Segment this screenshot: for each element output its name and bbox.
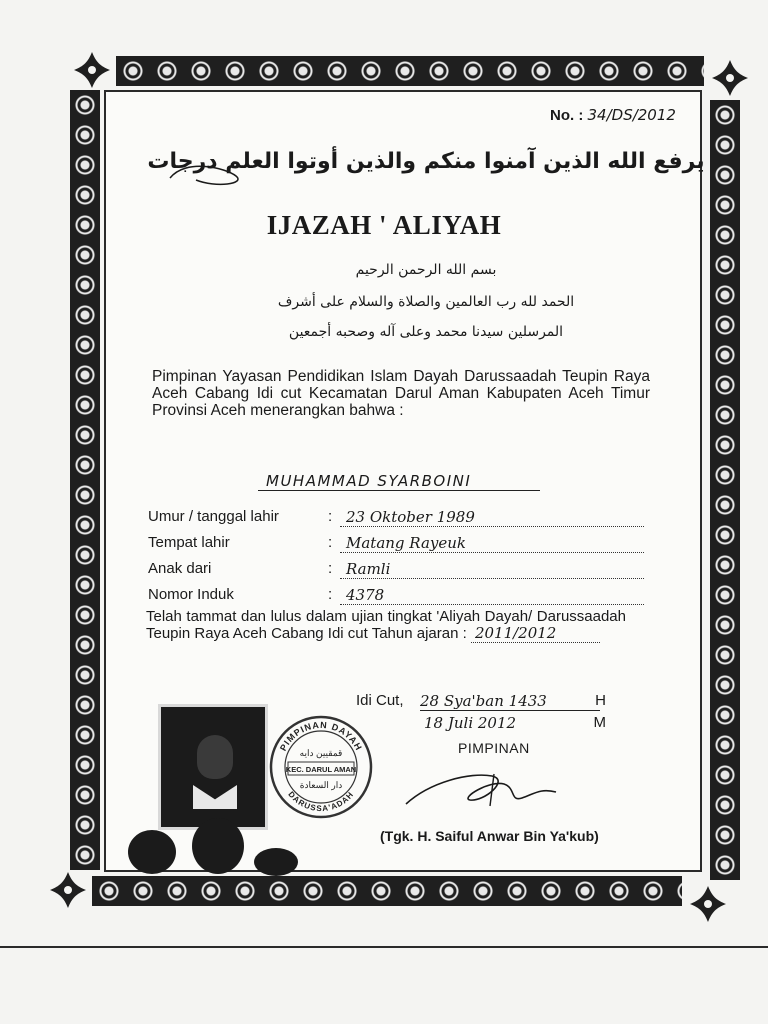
leader-title: PIMPINAN — [458, 740, 530, 756]
corner-ornament-icon — [48, 870, 88, 910]
academic-year: 2011/2012 — [471, 624, 600, 643]
field-colon: : — [328, 508, 333, 525]
stamp-arabic-lower: دار السعادة — [299, 780, 343, 790]
arabic-header-text: يرفع الله الذين آمنوا منكم والذين أوتوا العلم درجات — [147, 149, 705, 174]
basmalah-line-1: بسم الله الرحمن الرحيم — [355, 262, 497, 278]
field-label: Tempat lahir — [148, 534, 230, 551]
border-bottom — [92, 876, 682, 906]
arabic-header — [147, 128, 705, 190]
corner-ornament-icon — [72, 50, 112, 90]
field-label: Umur / tanggal lahir — [148, 508, 279, 525]
field-row-parent — [148, 560, 644, 582]
signature-icon — [400, 762, 560, 812]
official-stamp — [268, 714, 374, 820]
leader-name: (Tgk. H. Saiful Anwar Bin Ya'kub) — [380, 828, 599, 844]
field-row-birthplace — [148, 534, 644, 556]
field-colon: : — [328, 560, 333, 577]
field-label: Nomor Induk — [148, 586, 234, 603]
gregorian-date: 18 Juli 2012 — [424, 714, 517, 732]
photo-collar — [193, 785, 237, 809]
stamp-bottom-text: DARUSSA'ADAH — [286, 789, 356, 814]
field-row-birthdate — [148, 508, 644, 530]
border-top — [116, 56, 704, 86]
photo-head — [197, 735, 233, 779]
graduation-statement — [146, 608, 626, 642]
corner-ornament-icon — [688, 884, 728, 924]
date-block — [356, 692, 606, 736]
hijri-suffix: H — [595, 692, 606, 709]
basmalah-line-3: المرسلين سيدنا محمد وعلى آله وصحبه أجمعين — [288, 324, 564, 340]
stamp-arabic-text: قمقيين دايه — [299, 748, 343, 758]
student-name: MUHAMMAD SYARBOINI — [258, 472, 540, 491]
stamp-middle-text: KEC. DARUL AMAN — [285, 765, 357, 774]
hijri-date-line — [356, 692, 606, 714]
student-photo — [158, 704, 268, 830]
stamp-top-text: PIMPINAN DAYAH — [277, 719, 365, 753]
document-number — [550, 106, 676, 124]
issue-place: Idi Cut, — [356, 692, 404, 709]
document-number-value: 34/DS/2012 — [587, 106, 676, 124]
gregorian-date-line — [356, 714, 606, 736]
field-value: 23 Oktober 1989 — [340, 508, 644, 527]
field-value: Ramli — [340, 560, 644, 579]
field-value: 4378 — [340, 586, 644, 605]
border-left — [70, 90, 100, 870]
certificate-title: IJAZAH ' ALIYAH — [266, 210, 502, 240]
page-bottom-rule — [0, 946, 768, 948]
field-label: Anak dari — [148, 560, 212, 577]
graduation-text: Telah tammat dan lulus dalam ujian tingkat 'Aliyah Dayah/ Darussaadah Teupin Raya Aceh Cabang Idi cut Tahun ajaran : — [146, 608, 626, 642]
basmalah-line-2: الحمد لله رب العالمين والصلاة والسلام على أشرف — [277, 294, 575, 310]
gregorian-suffix: M — [593, 714, 606, 731]
corner-ornament-icon — [710, 58, 750, 98]
field-colon: : — [328, 586, 333, 603]
field-colon: : — [328, 534, 333, 551]
intro-paragraph: Pimpinan Yayasan Pendidikan Islam Dayah Darussaadah Teupin Raya Aceh Cabang Idi cut Kecamatan Darul Aman Kabupaten Aceh Timur Provinsi Aceh menerangkan bahwa : — [152, 368, 650, 419]
field-row-student-number — [148, 586, 644, 608]
scan-artifacts — [124, 818, 304, 874]
hijri-date: 28 Sya'ban 1433 — [420, 692, 600, 711]
field-value: Matang Rayeuk — [340, 534, 644, 553]
document-number-label: No. : — [550, 107, 584, 124]
basmalah-block — [226, 250, 626, 350]
